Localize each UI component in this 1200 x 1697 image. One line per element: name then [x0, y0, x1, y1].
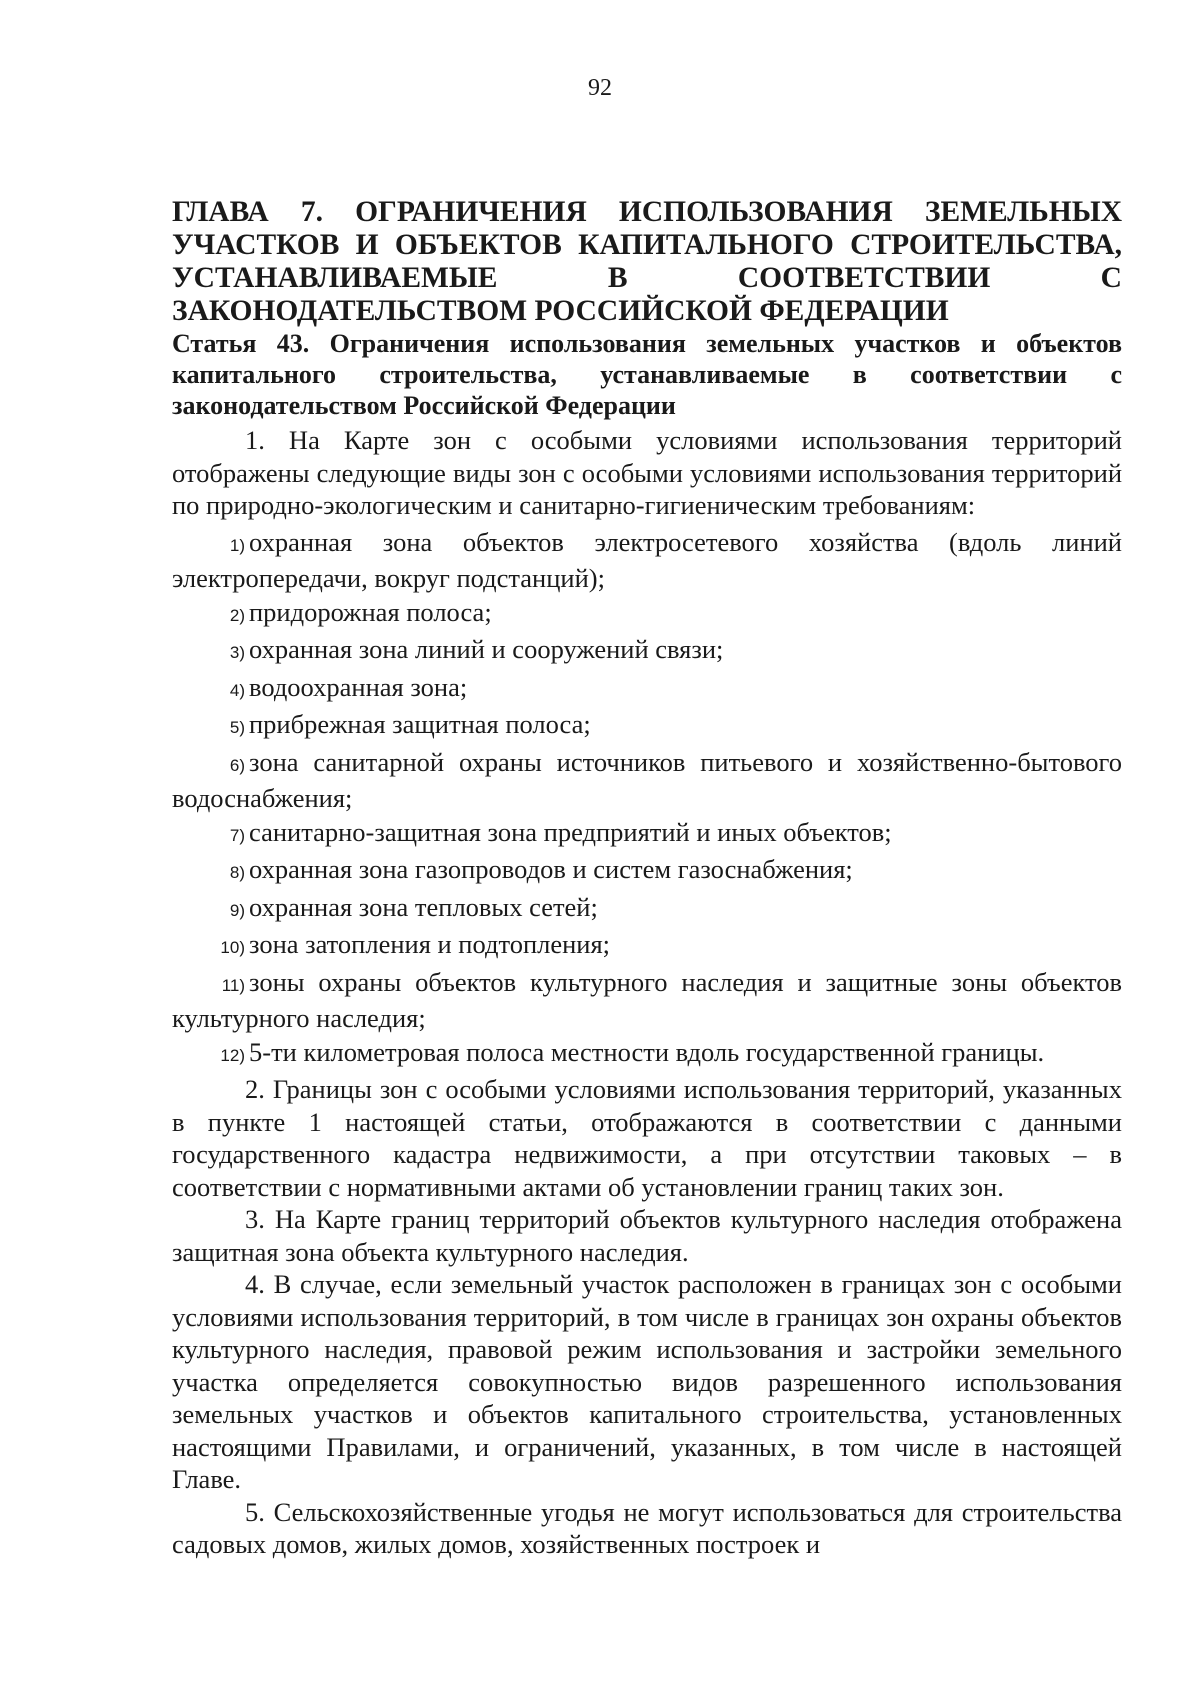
list-item: [172, 928, 1122, 965]
list-item-text: придорожная полоса;: [249, 596, 492, 627]
list-item-text: зона затопления и подтопления;: [249, 929, 611, 959]
list-item-number: 9): [229, 900, 245, 920]
chapter-title-line: УЧАСТКОВ И ОБЪЕКТОВ КАПИТАЛЬНОГО СТРОИТЕЛЬСТВА,: [172, 229, 1122, 261]
paragraph-5: 5. Сельскохозяйственные угодья не могут использоваться для строительства садовых домов, жилых домов, хозяйственных построек и: [172, 1496, 1122, 1559]
list-item-number: 3): [229, 643, 245, 662]
document-body: [172, 196, 1122, 1561]
chapter-title-line: ГЛАВА 7. ОГРАНИЧЕНИЯ ИСПОЛЬЗОВАНИЯ ЗЕМЕЛЬНЫХ: [172, 196, 1122, 228]
list-item-number: 10): [220, 938, 245, 957]
list-item-number: 5): [229, 718, 245, 737]
list-item: [172, 708, 1122, 745]
list-item-number: 2): [229, 605, 245, 625]
list-item-text: 5-ти километровая полоса местности вдоль государственной границы.: [249, 1036, 1045, 1067]
list-item-text: санитарно-защитная зона предприятий и иных объектов;: [249, 816, 892, 847]
paragraph-3: 3. На Карте границ территорий объектов культурного наследия отображена защитная зона объекта культурного наследия.: [172, 1204, 1122, 1267]
list-item-number: 7): [229, 825, 245, 845]
list-item-text: охранная зона линий и сооружений связи;: [249, 634, 724, 664]
article-title-line: капитального строительства, устанавливаемые в соответствии с: [172, 360, 1122, 389]
list-item: [172, 596, 1122, 633]
list-item: [172, 816, 1122, 853]
list-item-text: водоохранная зона;: [249, 671, 468, 702]
article-title-line: Статья 43. Ограничения использования земельных участков и объектов: [172, 329, 1122, 358]
chapter-title-line: УСТАНАВЛИВАЕМЫЕ В СООТВЕТСТВИИ С: [172, 262, 1122, 294]
list-item: [172, 671, 1122, 708]
list-item-number: 4): [229, 680, 245, 700]
list-item-number: 8): [229, 863, 245, 882]
list-item-number: 1): [229, 535, 245, 555]
list-item-text: охранная зона объектов электросетевого хозяйства (вдоль линий электропередачи, вокруг подстанций);: [172, 526, 1122, 593]
paragraph-1: 1. На Карте зон с особыми условиями использования территорий отображены следующие виды зон с особыми условиями использования территорий по природно-экологическим и санитарно-гигиеническим требованиям:: [172, 425, 1122, 520]
paragraph-2: 2. Границы зон с особыми условиями использования территорий, указанных в пункте 1 настоящей статьи, отображаются в соответствии с данными государственного кадастра недвижимости, а при отсутствии таковых – в соответствии с нормативными актами об установлении границ таких зон.: [172, 1074, 1122, 1202]
list-item-text: охранная зона тепловых сетей;: [249, 891, 598, 922]
page-number: 92: [588, 75, 612, 101]
list-item: [172, 853, 1122, 890]
list-item: [172, 891, 1122, 928]
list-item-text: зона санитарной охраны источников питьевого и хозяйственно-бытового водоснабжения;: [172, 746, 1122, 813]
list-item-number: 6): [229, 755, 245, 775]
list-item-number: 11): [221, 975, 245, 995]
paragraph-4: 4. В случае, если земельный участок расположен в границах зон с особыми условиями использования территорий, в том числе в границах зон охраны объектов культурного наследия, правовой режим использования и застройки земельного участка определяется совокупностью видов разрешенного использования земельных участков и объектов капитального строительства, установленных настоящими Правилами, и ограничений, указанных, в том числе в настоящей Главе.: [172, 1269, 1122, 1494]
list-item-text: охранная зона газопроводов и систем газоснабжения;: [249, 854, 853, 884]
list-item: [172, 526, 1122, 595]
list-item-number: 12): [220, 1045, 245, 1065]
chapter-title: [172, 196, 1122, 328]
zone-list: [172, 526, 1122, 1073]
article-title: [172, 328, 1122, 421]
list-item-text: зоны охраны объектов культурного наследия и защитные зоны объектов культурного наследия;: [172, 966, 1122, 1033]
list-item: [172, 746, 1122, 815]
list-item-text: прибрежная защитная полоса;: [249, 709, 591, 739]
chapter-title-line: ЗАКОНОДАТЕЛЬСТВОМ РОССИЙСКОЙ ФЕДЕРАЦИИ: [172, 295, 949, 327]
article-title-line: законодательством Российской Федерации: [172, 391, 676, 420]
list-item: [172, 633, 1122, 670]
list-item: [172, 1036, 1122, 1073]
list-item: [172, 966, 1122, 1035]
